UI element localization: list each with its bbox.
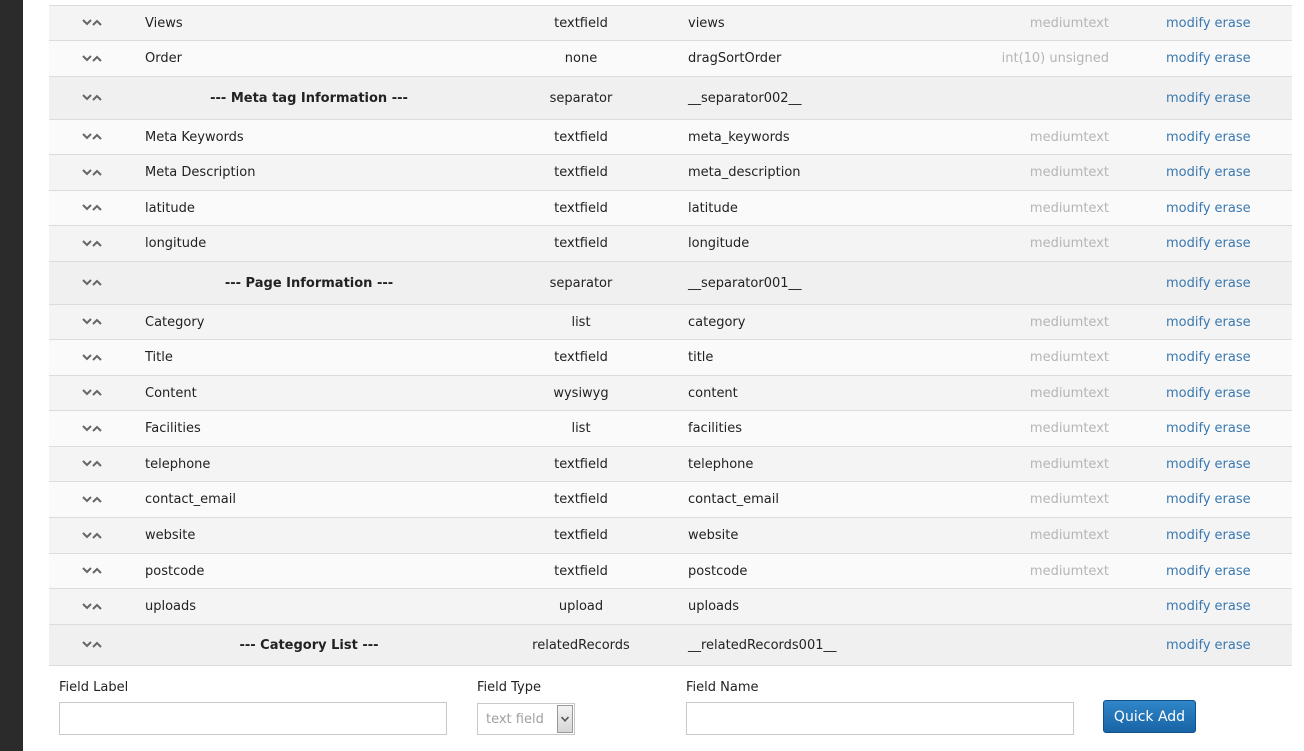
field-type: textfield [554,528,608,543]
row-actions [1166,589,1276,624]
sort-up-down-icon[interactable] [81,277,103,289]
sort-up-down-icon[interactable] [81,601,103,613]
field-label: --- Category List --- [239,637,379,653]
field-name: content [688,385,738,401]
db-type: mediumtext [1029,236,1109,251]
row-actions [1166,554,1276,588]
separator-row [49,77,1292,120]
field-name: __relatedRecords001__ [688,637,837,653]
row-actions [1166,77,1276,119]
db-type [909,77,1109,119]
field-label: Views [145,15,183,31]
field-type: upload [558,599,604,614]
modify-link[interactable]: modify [1166,15,1211,31]
db-type: mediumtext [1029,350,1109,365]
sort-cell [81,191,105,225]
field-name-title: Field Name [686,680,759,695]
separator-row [49,262,1292,305]
table-row [49,226,1292,262]
field-name: contact_email [688,492,779,507]
table-row [49,6,1292,41]
sort-cell [81,262,105,304]
sort-up-down-icon[interactable] [81,167,103,179]
table-row [49,447,1292,482]
modify-link[interactable]: modify [1166,528,1211,543]
erase-link[interactable]: erase [1214,456,1251,472]
erase-link[interactable]: erase [1214,528,1251,543]
field-name: postcode [688,563,748,579]
field-name: uploads [688,599,740,614]
sort-up-down-icon[interactable] [81,131,103,143]
modify-link[interactable]: modify [1166,599,1211,614]
db-type: mediumtext [1029,165,1109,180]
fields-table [49,5,1292,666]
db-type: mediumtext [1029,15,1109,31]
field-label: --- Meta tag Information --- [210,90,408,106]
db-type: mediumtext [1029,129,1109,145]
field-type: textfield [554,15,608,31]
erase-link[interactable]: erase [1214,90,1251,106]
sort-cell [81,340,105,375]
db-type: mediumtext [1029,421,1109,436]
sort-up-down-icon[interactable] [81,202,103,214]
field-type: textfield [554,492,608,507]
db-type [909,589,1109,624]
modify-link[interactable]: modify [1166,350,1211,365]
sort-up-down-icon[interactable] [81,458,103,470]
sort-up-down-icon[interactable] [81,17,103,29]
quick-add-form [49,668,1292,751]
row-actions [1166,191,1276,225]
row-actions [1166,226,1276,261]
row-actions [1166,625,1276,665]
field-label: Category [145,314,205,330]
row-actions [1166,155,1276,190]
modify-link[interactable]: modify [1166,275,1211,291]
table-row [49,518,1292,554]
field-name: telephone [688,456,754,472]
sort-cell [81,518,105,553]
field-type: textfield [554,200,608,216]
modify-link[interactable]: modify [1166,385,1211,401]
erase-link[interactable]: erase [1214,599,1251,614]
table-row [49,482,1292,518]
sort-up-down-icon[interactable] [81,92,103,104]
field-label-input[interactable] [59,702,447,735]
erase-link[interactable]: erase [1214,15,1251,31]
table-row [49,191,1292,226]
field-label: Meta Description [145,165,256,180]
row-actions [1166,482,1276,517]
sort-cell [81,482,105,517]
db-type: mediumtext [1029,492,1109,507]
modify-link[interactable]: modify [1166,314,1211,330]
modify-link[interactable]: modify [1166,200,1211,216]
sort-up-down-icon[interactable] [81,53,103,65]
field-name: longitude [688,236,750,251]
field-label: contact_email [145,492,236,507]
erase-link[interactable]: erase [1214,200,1251,216]
left-dark-bar [0,0,23,751]
db-type: mediumtext [1029,385,1109,401]
row-actions [1166,41,1276,76]
field-label-title: Field Label [59,680,129,695]
separator-row [49,625,1292,666]
field-type: textfield [554,350,608,365]
field-name: meta_keywords [688,129,790,145]
row-actions [1166,6,1276,40]
sort-up-down-icon[interactable] [81,316,103,328]
field-name: __separator001__ [688,275,802,291]
chevron-down-icon[interactable] [557,705,573,733]
sort-up-down-icon[interactable] [81,530,103,542]
field-type-selected: text field [486,711,544,727]
erase-link[interactable]: erase [1214,314,1251,330]
field-label: latitude [145,200,195,216]
field-label: Facilities [145,421,201,436]
left-gutter [23,0,49,751]
db-type: mediumtext [1029,200,1109,216]
modify-link[interactable]: modify [1166,129,1211,145]
sort-cell [81,6,105,40]
field-name: meta_description [688,165,801,180]
sort-cell [81,226,105,261]
field-type: separator [549,90,613,106]
field-type: none [564,51,598,66]
field-label: Order [145,51,182,66]
field-type-select[interactable] [477,703,575,735]
sort-cell [81,120,105,154]
modify-link[interactable]: modify [1166,421,1211,436]
field-type-title: Field Type [477,680,541,695]
table-row [49,376,1292,411]
sort-cell [81,41,105,76]
field-type: textfield [554,129,608,145]
row-actions [1166,120,1276,154]
table-row [49,305,1292,340]
erase-link[interactable]: erase [1214,236,1251,251]
field-label: Meta Keywords [145,129,244,145]
field-label: uploads [145,599,197,614]
row-actions [1166,305,1276,339]
sort-up-down-icon[interactable] [81,238,103,250]
field-type: separator [549,275,613,291]
field-name: dragSortOrder [688,51,782,66]
row-actions [1166,340,1276,375]
field-type: wysiwyg [553,385,609,401]
modify-link[interactable]: modify [1166,236,1211,251]
field-type: textfield [554,563,608,579]
field-type: list [571,314,591,330]
field-label: postcode [145,563,205,579]
field-name: __separator002__ [688,90,802,106]
field-name: website [688,528,739,543]
modify-link[interactable]: modify [1166,90,1211,106]
field-type: relatedRecords [532,637,630,653]
field-name: title [688,350,714,365]
sort-cell [81,447,105,481]
modify-link[interactable]: modify [1166,456,1211,472]
sort-up-down-icon[interactable] [81,387,103,399]
modify-link[interactable]: modify [1166,637,1211,653]
field-name: views [688,15,725,31]
field-label: Content [145,385,197,401]
erase-link[interactable]: erase [1214,275,1251,291]
sort-cell [81,305,105,339]
db-type: mediumtext [1029,563,1109,579]
modify-link[interactable]: modify [1166,165,1211,180]
sort-cell [81,376,105,410]
field-label: --- Page Information --- [224,275,394,291]
sort-cell [81,411,105,446]
modify-link[interactable]: modify [1166,51,1211,66]
sort-up-down-icon[interactable] [81,639,103,651]
erase-link[interactable]: erase [1214,563,1251,579]
row-actions [1166,411,1276,446]
db-type: mediumtext [1029,528,1109,543]
field-type: list [571,421,591,436]
modify-link[interactable]: modify [1166,563,1211,579]
field-type: textfield [554,236,608,251]
field-label: website [145,528,196,543]
field-label: telephone [145,456,211,472]
row-actions [1166,262,1276,304]
field-name: category [688,314,746,330]
db-type [909,625,1109,665]
field-type: textfield [554,456,608,472]
table-row [49,411,1292,447]
quick-add-button[interactable]: Quick Add [1103,700,1196,733]
sort-up-down-icon[interactable] [81,423,103,435]
table-row [49,554,1292,589]
erase-link[interactable]: erase [1214,129,1251,145]
erase-link[interactable]: erase [1214,385,1251,401]
field-type: textfield [554,165,608,180]
sort-cell [81,554,105,588]
modify-link[interactable]: modify [1166,492,1211,507]
erase-link[interactable]: erase [1214,165,1251,180]
sort-cell [81,589,105,624]
erase-link[interactable]: erase [1214,637,1251,653]
table-row [49,340,1292,376]
sort-up-down-icon[interactable] [81,352,103,364]
sort-cell [81,155,105,190]
row-actions [1166,518,1276,553]
field-label: Title [145,350,173,365]
sort-cell [81,625,105,665]
field-label: longitude [145,236,207,251]
table-row [49,41,1292,77]
sort-up-down-icon[interactable] [81,565,103,577]
table-row [49,589,1292,625]
erase-link[interactable]: erase [1214,492,1251,507]
row-actions [1166,376,1276,410]
db-type: mediumtext [1029,314,1109,330]
sort-cell [81,77,105,119]
table-row [49,155,1292,191]
sort-up-down-icon[interactable] [81,494,103,506]
row-actions [1166,447,1276,481]
field-name: facilities [688,421,743,436]
db-type: int(10) unsigned [1001,51,1109,66]
field-name-input[interactable] [686,702,1074,735]
erase-link[interactable]: erase [1214,350,1251,365]
erase-link[interactable]: erase [1214,421,1251,436]
table-row [49,120,1292,155]
db-type: mediumtext [1029,456,1109,472]
db-type [909,262,1109,304]
field-name: latitude [688,200,738,216]
erase-link[interactable]: erase [1214,51,1251,66]
